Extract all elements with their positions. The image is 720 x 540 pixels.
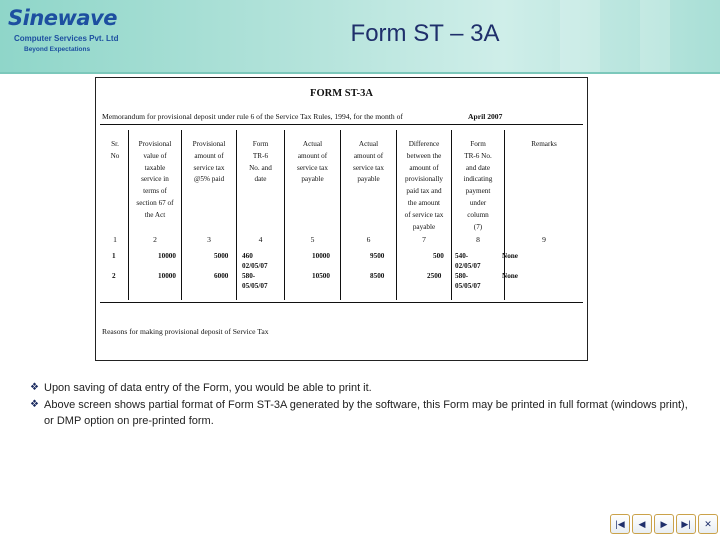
column-header-value: Provisional value of taxable service in terms of section 67 of the Act bbox=[136, 140, 174, 219]
table-cell-difference: 2500 bbox=[427, 272, 442, 280]
table-cell-value: 10000 bbox=[158, 252, 176, 260]
close-icon: ✕ bbox=[704, 518, 712, 529]
bullet-item bbox=[30, 397, 700, 430]
slide-title: Form ST – 3A bbox=[350, 20, 500, 47]
table-cell-value: 10000 bbox=[158, 272, 176, 280]
column-header-tr6-payment: Form TR-6 No. and date indicating payment under column (7) bbox=[463, 140, 493, 231]
column-header-paid: Provisional amount of service tax @5% paid bbox=[192, 140, 226, 184]
table-cell-paid: 5000 bbox=[214, 252, 229, 260]
report-title: FORM ST-3A bbox=[310, 88, 373, 99]
column-header-remarks: Remarks bbox=[531, 140, 557, 148]
column-header-sr: Sr. No bbox=[110, 140, 120, 160]
column-number: 8 bbox=[476, 235, 480, 244]
next-slide-button[interactable] bbox=[654, 514, 674, 534]
report-period: April 2007 bbox=[468, 112, 503, 121]
table-cell-actual1: 10000 bbox=[312, 252, 330, 260]
previous-slide-button[interactable] bbox=[632, 514, 652, 534]
table-cell-tr6-payment: 540- 02/05/07 bbox=[455, 252, 481, 270]
rule-line bbox=[100, 124, 583, 125]
prev-icon: ◀ bbox=[638, 518, 646, 529]
table-cell-tr6: 460 02/05/07 bbox=[242, 252, 268, 270]
column-header-actual2: Actual amount of service tax payable bbox=[353, 140, 384, 184]
column-number: 9 bbox=[542, 235, 546, 244]
diamond-bullet-icon: ❖ bbox=[30, 382, 39, 393]
logo-company: Computer Services Pvt. Ltd bbox=[14, 34, 119, 43]
table-cell-remarks: None bbox=[502, 252, 518, 260]
table-cell-tr6: 580- 05/05/07 bbox=[242, 272, 268, 290]
form-st3a-report bbox=[95, 77, 588, 361]
column-number: 6 bbox=[366, 235, 371, 244]
report-reasons: Reasons for making provisional deposit of Service Tax bbox=[102, 327, 269, 336]
header-tile bbox=[560, 0, 600, 72]
table-cell-sr: 2 bbox=[112, 272, 116, 280]
rule-line bbox=[100, 302, 583, 303]
company-logo bbox=[8, 6, 128, 62]
table-cell-actual2: 8500 bbox=[370, 272, 385, 280]
column-number: 5 bbox=[310, 235, 315, 244]
table-cell-actual2: 9500 bbox=[370, 252, 385, 260]
column-number: 4 bbox=[258, 235, 263, 244]
logo-name: Sinewave bbox=[8, 6, 118, 30]
bullet-item bbox=[30, 380, 700, 397]
column-header-difference: Difference between the amount of provisionally paid tax and the amount of service tax payable bbox=[404, 140, 444, 231]
last-icon: ▶| bbox=[681, 518, 691, 529]
table-cell-tr6-payment: 580- 05/05/07 bbox=[455, 272, 481, 290]
header-band bbox=[0, 0, 720, 74]
bullet-text: Above screen shows partial format of Form ST-3A generated by the software, this Form may be printed in full format (windows print), or DMP option on pre-printed form. bbox=[44, 398, 688, 427]
last-slide-button[interactable] bbox=[676, 514, 696, 534]
first-slide-button[interactable] bbox=[610, 514, 630, 534]
column-number: 1 bbox=[113, 235, 117, 244]
logo-tagline: Beyond Expectations bbox=[24, 46, 91, 53]
first-icon: |◀ bbox=[615, 518, 625, 529]
next-icon: ▶ bbox=[660, 518, 668, 529]
column-header-actual1: Actual amount of service tax payable bbox=[297, 140, 328, 184]
report-memo: Memorandum for provisional deposit under rule 6 of the Service Tax Rules, 1994, for the month of bbox=[102, 112, 403, 121]
bullet-list bbox=[30, 380, 700, 430]
table-cell-remarks: None bbox=[502, 272, 518, 280]
column-header-tr6: Form TR-6 No. and date bbox=[249, 140, 272, 184]
diamond-bullet-icon: ❖ bbox=[30, 398, 39, 410]
bullet-text: Upon saving of data entry of the Form, you would be able to print it. bbox=[44, 382, 372, 394]
table-cell-actual1: 10500 bbox=[312, 272, 330, 280]
close-button[interactable] bbox=[698, 514, 718, 534]
column-number: 3 bbox=[207, 235, 211, 244]
header-tile bbox=[640, 0, 670, 72]
column-number: 2 bbox=[153, 235, 157, 244]
table-cell-paid: 6000 bbox=[214, 272, 229, 280]
column-number: 7 bbox=[422, 235, 426, 244]
table-cell-sr: 1 bbox=[112, 252, 116, 260]
table-cell-difference: 500 bbox=[433, 252, 444, 260]
